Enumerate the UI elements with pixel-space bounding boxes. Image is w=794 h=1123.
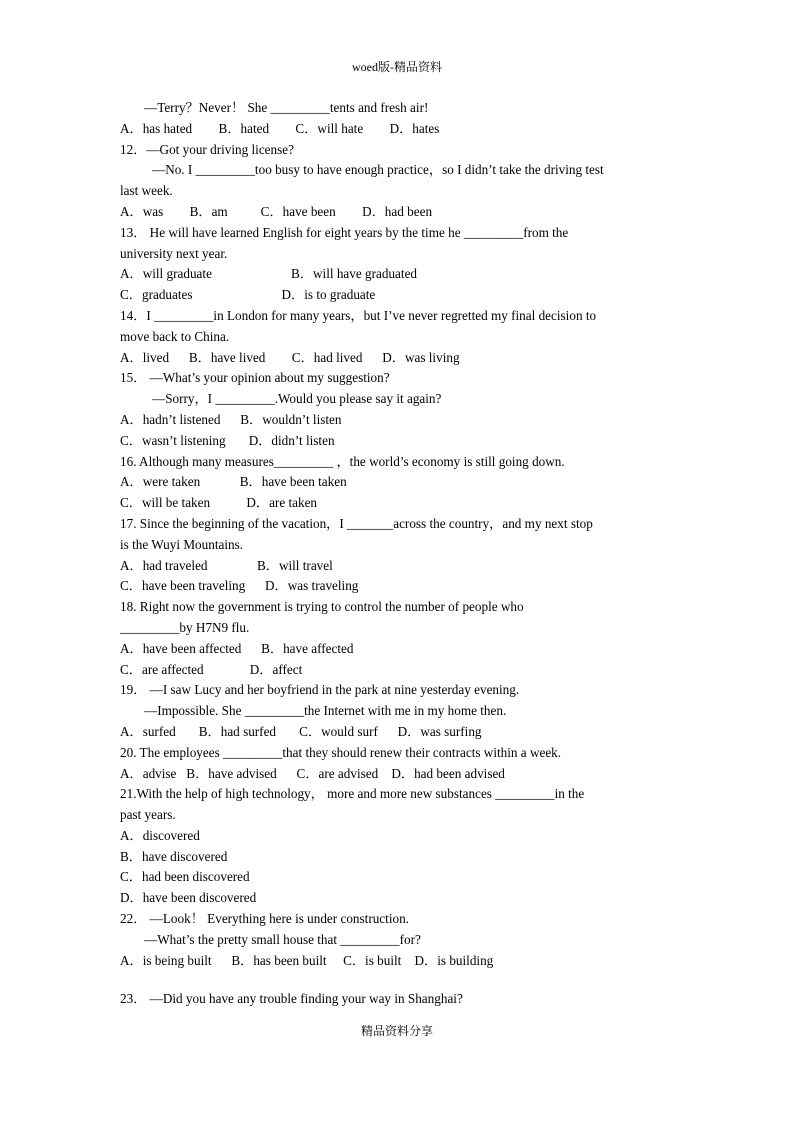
text-line: A．were taken B．have been taken bbox=[120, 474, 347, 490]
text-line: 21.With the help of high technology， more and more new substances _________in the bbox=[120, 786, 585, 802]
page-footer: 精品资料分享 bbox=[360, 1024, 433, 1038]
text-line: C．have been traveling D．was traveling bbox=[120, 578, 359, 594]
text-line: A．had traveled B．will travel bbox=[120, 557, 333, 573]
text-line: is the Wuyi Mountains. bbox=[120, 536, 244, 552]
text-line: A．was B．am C．have been D．had been bbox=[120, 203, 433, 219]
text-line: C．had been discovered bbox=[120, 869, 250, 885]
text-line: —Terry？Never！ She _________tents and fresh air! bbox=[144, 100, 429, 115]
text-line: A．advise B．have advised C．are advised D．had been advised bbox=[120, 765, 505, 781]
text-line: _________by H7N9 flu. bbox=[120, 619, 250, 635]
text-line: 20. The employees _________that they should renew their contracts within a week. bbox=[120, 744, 562, 760]
text-line: last week. bbox=[120, 183, 173, 199]
text-line: A．discovered bbox=[120, 827, 200, 843]
text-line: D．have been discovered bbox=[120, 890, 257, 906]
text-line: 23． —Did you have any trouble finding your way in Shanghai? bbox=[120, 991, 463, 1007]
text-line: —Impossible. She _________the Internet with me in my home then. bbox=[144, 703, 507, 719]
text-line: move back to China. bbox=[120, 328, 230, 344]
text-line: —What’s the pretty small house that _________for? bbox=[144, 931, 421, 947]
text-line: 15． —What’s your opinion about my suggestion? bbox=[120, 370, 390, 386]
text-line: A．hadn’t listened B．wouldn’t listen bbox=[120, 411, 342, 427]
text-line: 14．I _________in London for many years，but I’ve never regretted my final decision to bbox=[120, 307, 597, 323]
text-line: 12．—Got your driving license? bbox=[120, 141, 294, 157]
text-line: 17. Since the beginning of the vacation，I _______across the country，and my next stop bbox=[120, 515, 593, 531]
text-line: A．will graduate B．will have graduated bbox=[120, 266, 418, 282]
text-line: C．graduates D．is to graduate bbox=[120, 287, 376, 303]
text-line: A．is being built B．has been built C．is built D．is building bbox=[120, 952, 494, 968]
question-list bbox=[120, 98, 692, 1010]
text-line: 18. Right now the government is trying to control the number of people who bbox=[120, 599, 524, 615]
text-line: C．wasn’t listening D．didn’t listen bbox=[120, 432, 335, 448]
text-line: 19． —I saw Lucy and her boyfriend in the park at nine yesterday evening. bbox=[120, 682, 520, 698]
text-line: 16. Although many measures_________ ，the world’s economy is still going down. bbox=[120, 453, 565, 469]
text-line: —Sorry，I _________.Would you please say it again? bbox=[152, 391, 442, 407]
text-line: 13． He will have learned English for eight years by the time he _________from the bbox=[120, 224, 569, 240]
text-line: university next year. bbox=[120, 245, 228, 261]
text-line: B．have discovered bbox=[120, 848, 228, 864]
text-line: —No. I _________too busy to have enough practice，so I didn’t take the driving test bbox=[152, 162, 604, 178]
text-line: A．surfed B．had surfed C．would surf D．was surfing bbox=[120, 723, 482, 739]
text-line: A．has hated B．hated C．will hate D．hates bbox=[120, 120, 440, 136]
text-line: past years. bbox=[120, 807, 176, 823]
blank-gap bbox=[120, 971, 692, 989]
text-line: A．lived B．have lived C．had lived D．was living bbox=[120, 349, 460, 365]
text-line: C．will be taken D．are taken bbox=[120, 495, 318, 511]
page-header: woed版-精品资料 bbox=[352, 60, 442, 74]
text-line: A．have been affected B．have affected bbox=[120, 640, 354, 656]
text-line: 22． —Look！ Everything here is under construction. bbox=[120, 911, 409, 927]
text-line: C．are affected D．affect bbox=[120, 661, 303, 677]
